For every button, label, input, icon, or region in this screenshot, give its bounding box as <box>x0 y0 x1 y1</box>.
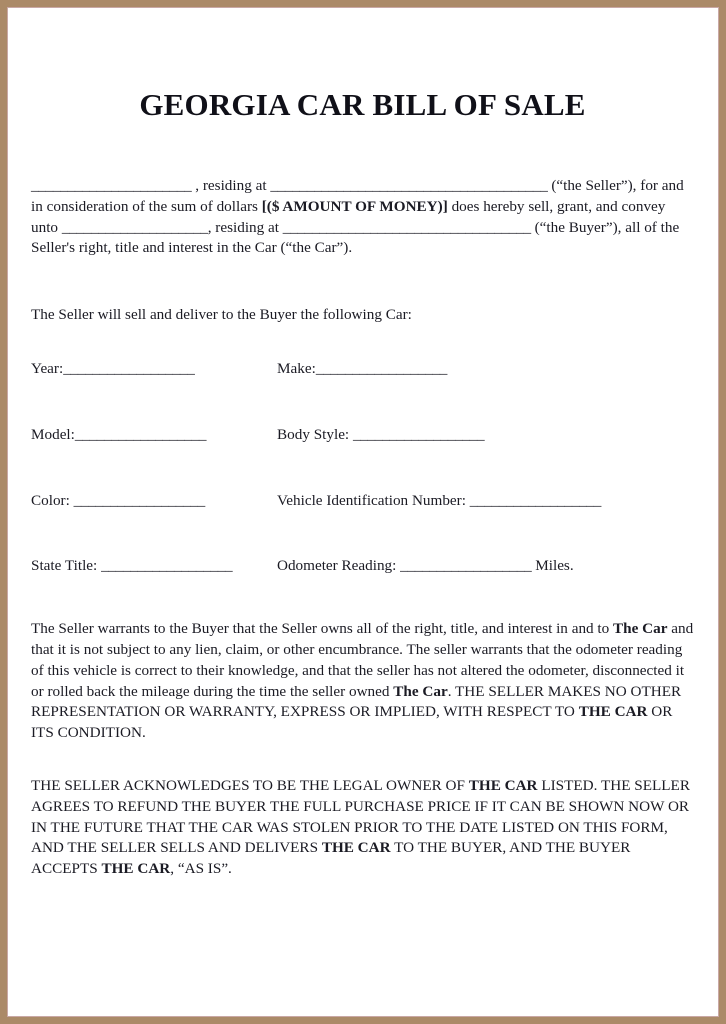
intro-text-buyer-paren: (“the Buyer”), all of the Seller's right, title and interest in the Car (“the Car”). <box>31 218 680 257</box>
warranty-text-1: The Seller warrants to the Buyer that the Seller owns all of the right, title, and interest in and to <box>31 620 614 638</box>
spacer-before-deliver-line <box>31 259 694 305</box>
warranty-bold-the-car-3: THE CAR <box>578 703 648 721</box>
buyer-address-blank[interactable]: __________________________________ <box>282 218 531 236</box>
field-make-label: Make: <box>277 360 316 378</box>
field-year-input[interactable]: __________________ <box>63 360 195 378</box>
field-odometer-input[interactable]: __________________ <box>400 557 532 575</box>
field-body-style <box>277 425 694 446</box>
vehicle-field-row-model-bodystyle <box>31 425 694 446</box>
field-color-label: Color: <box>31 491 74 509</box>
acknowledgment-text-4: , “AS IS”. <box>170 860 232 878</box>
warranty-text-4: OR ITS CONDITION. <box>31 703 673 742</box>
spacer-fields-1 <box>31 380 694 425</box>
acknowledgment-bold-the-car-1: THE CAR <box>468 777 538 795</box>
intro-paragraph <box>31 176 694 259</box>
field-make-input[interactable]: __________________ <box>315 360 448 378</box>
vehicle-field-row-year-make <box>31 359 694 380</box>
field-body-style-input[interactable]: __________________ <box>352 425 485 443</box>
spacer-after-title <box>31 122 694 176</box>
field-year <box>31 359 277 380</box>
seller-name-blank[interactable]: ______________________ <box>31 177 192 195</box>
field-odometer <box>277 556 694 577</box>
warranty-paragraph <box>31 619 694 744</box>
spacer-before-warranty <box>31 577 694 619</box>
warranty-bold-the-car-2: The Car <box>393 682 448 700</box>
field-state-title-label: State Title: <box>31 557 102 575</box>
vehicle-field-row-color-vin <box>31 491 694 512</box>
warranty-text-2: and that it is not subject to any lien, claim, or other encumbrance. The seller warrants that the odometer reading of this vehicle is correct to their knowledge, and that the seller has not altered the odometer, disconnected it or rolled back the mileage during the time the seller owned <box>31 620 694 700</box>
spacer-before-acknowledgment <box>31 744 694 776</box>
page-title: GEORGIA CAR BILL OF SALE <box>139 87 586 122</box>
acknowledgment-text-1: THE SELLER ACKNOWLEDGES TO BE THE LEGAL OWNER OF <box>31 777 469 795</box>
warranty-text-3: . THE SELLER MAKES NO OTHER REPRESENTATION OR WARRANTY, EXPRESS OR IMPLIED, WITH RESPECT TO <box>31 682 682 721</box>
acknowledgment-text-2: LISTED. THE SELLER AGREES TO REFUND THE BUYER THE FULL PURCHASE PRICE IF IT CAN BE SHOWN NOW OR IN THE FUTURE THAT THE CAR WAS STOLEN PRIOR TO THE DATE LISTED ON THIS FORM, AND THE SELLER SELLS AND DELIVERS <box>31 777 690 857</box>
acknowledgment-paragraph <box>31 776 694 880</box>
field-state-title <box>31 556 277 577</box>
deliver-statement: The Seller will sell and deliver to the Buyer the following Car: <box>31 306 412 324</box>
spacer-fields-3 <box>31 511 694 556</box>
page-sheet <box>7 7 719 1017</box>
field-odometer-units: Miles. <box>531 557 574 575</box>
buyer-name-blank[interactable]: ____________________ <box>61 218 208 236</box>
field-vin <box>277 491 694 512</box>
field-color-input[interactable]: __________________ <box>73 491 205 509</box>
intro-text-seller-paren: (“the Seller”), for and in consideration of the sum of dollars <box>31 177 684 215</box>
intro-text-residing-at-2: , residing at <box>207 218 283 236</box>
document-body <box>8 8 718 1016</box>
field-model-input[interactable]: __________________ <box>74 425 207 443</box>
amount-of-money-placeholder[interactable]: [($ AMOUNT OF MONEY)] <box>261 197 448 215</box>
warranty-bold-the-car-1: The Car <box>613 620 668 638</box>
field-state-title-input[interactable]: __________________ <box>101 557 233 575</box>
spacer-before-fields <box>31 326 694 359</box>
acknowledgment-text-3: TO THE BUYER, AND THE BUYER ACCEPTS <box>31 839 631 878</box>
field-model <box>31 425 277 446</box>
field-vin-input[interactable]: __________________ <box>469 491 602 509</box>
acknowledgment-bold-the-car-3: THE CAR <box>101 860 171 878</box>
intro-text-convey: does hereby sell, grant, and convey unto <box>31 197 666 236</box>
intro-text-residing-at-1: , residing at <box>191 177 271 195</box>
field-year-label: Year: <box>31 360 64 378</box>
seller-address-blank[interactable]: ______________________________________ <box>270 177 548 195</box>
vehicle-field-row-title-odometer <box>31 556 694 577</box>
field-model-label: Model: <box>31 425 75 443</box>
acknowledgment-bold-the-car-2: THE CAR <box>321 839 391 857</box>
spacer-fields-2 <box>31 446 694 491</box>
field-odometer-label: Odometer Reading: <box>277 557 401 575</box>
field-vin-label: Vehicle Identification Number: <box>277 491 470 509</box>
field-body-style-label: Body Style: <box>277 425 353 443</box>
field-color <box>31 491 277 512</box>
field-make <box>277 359 694 380</box>
